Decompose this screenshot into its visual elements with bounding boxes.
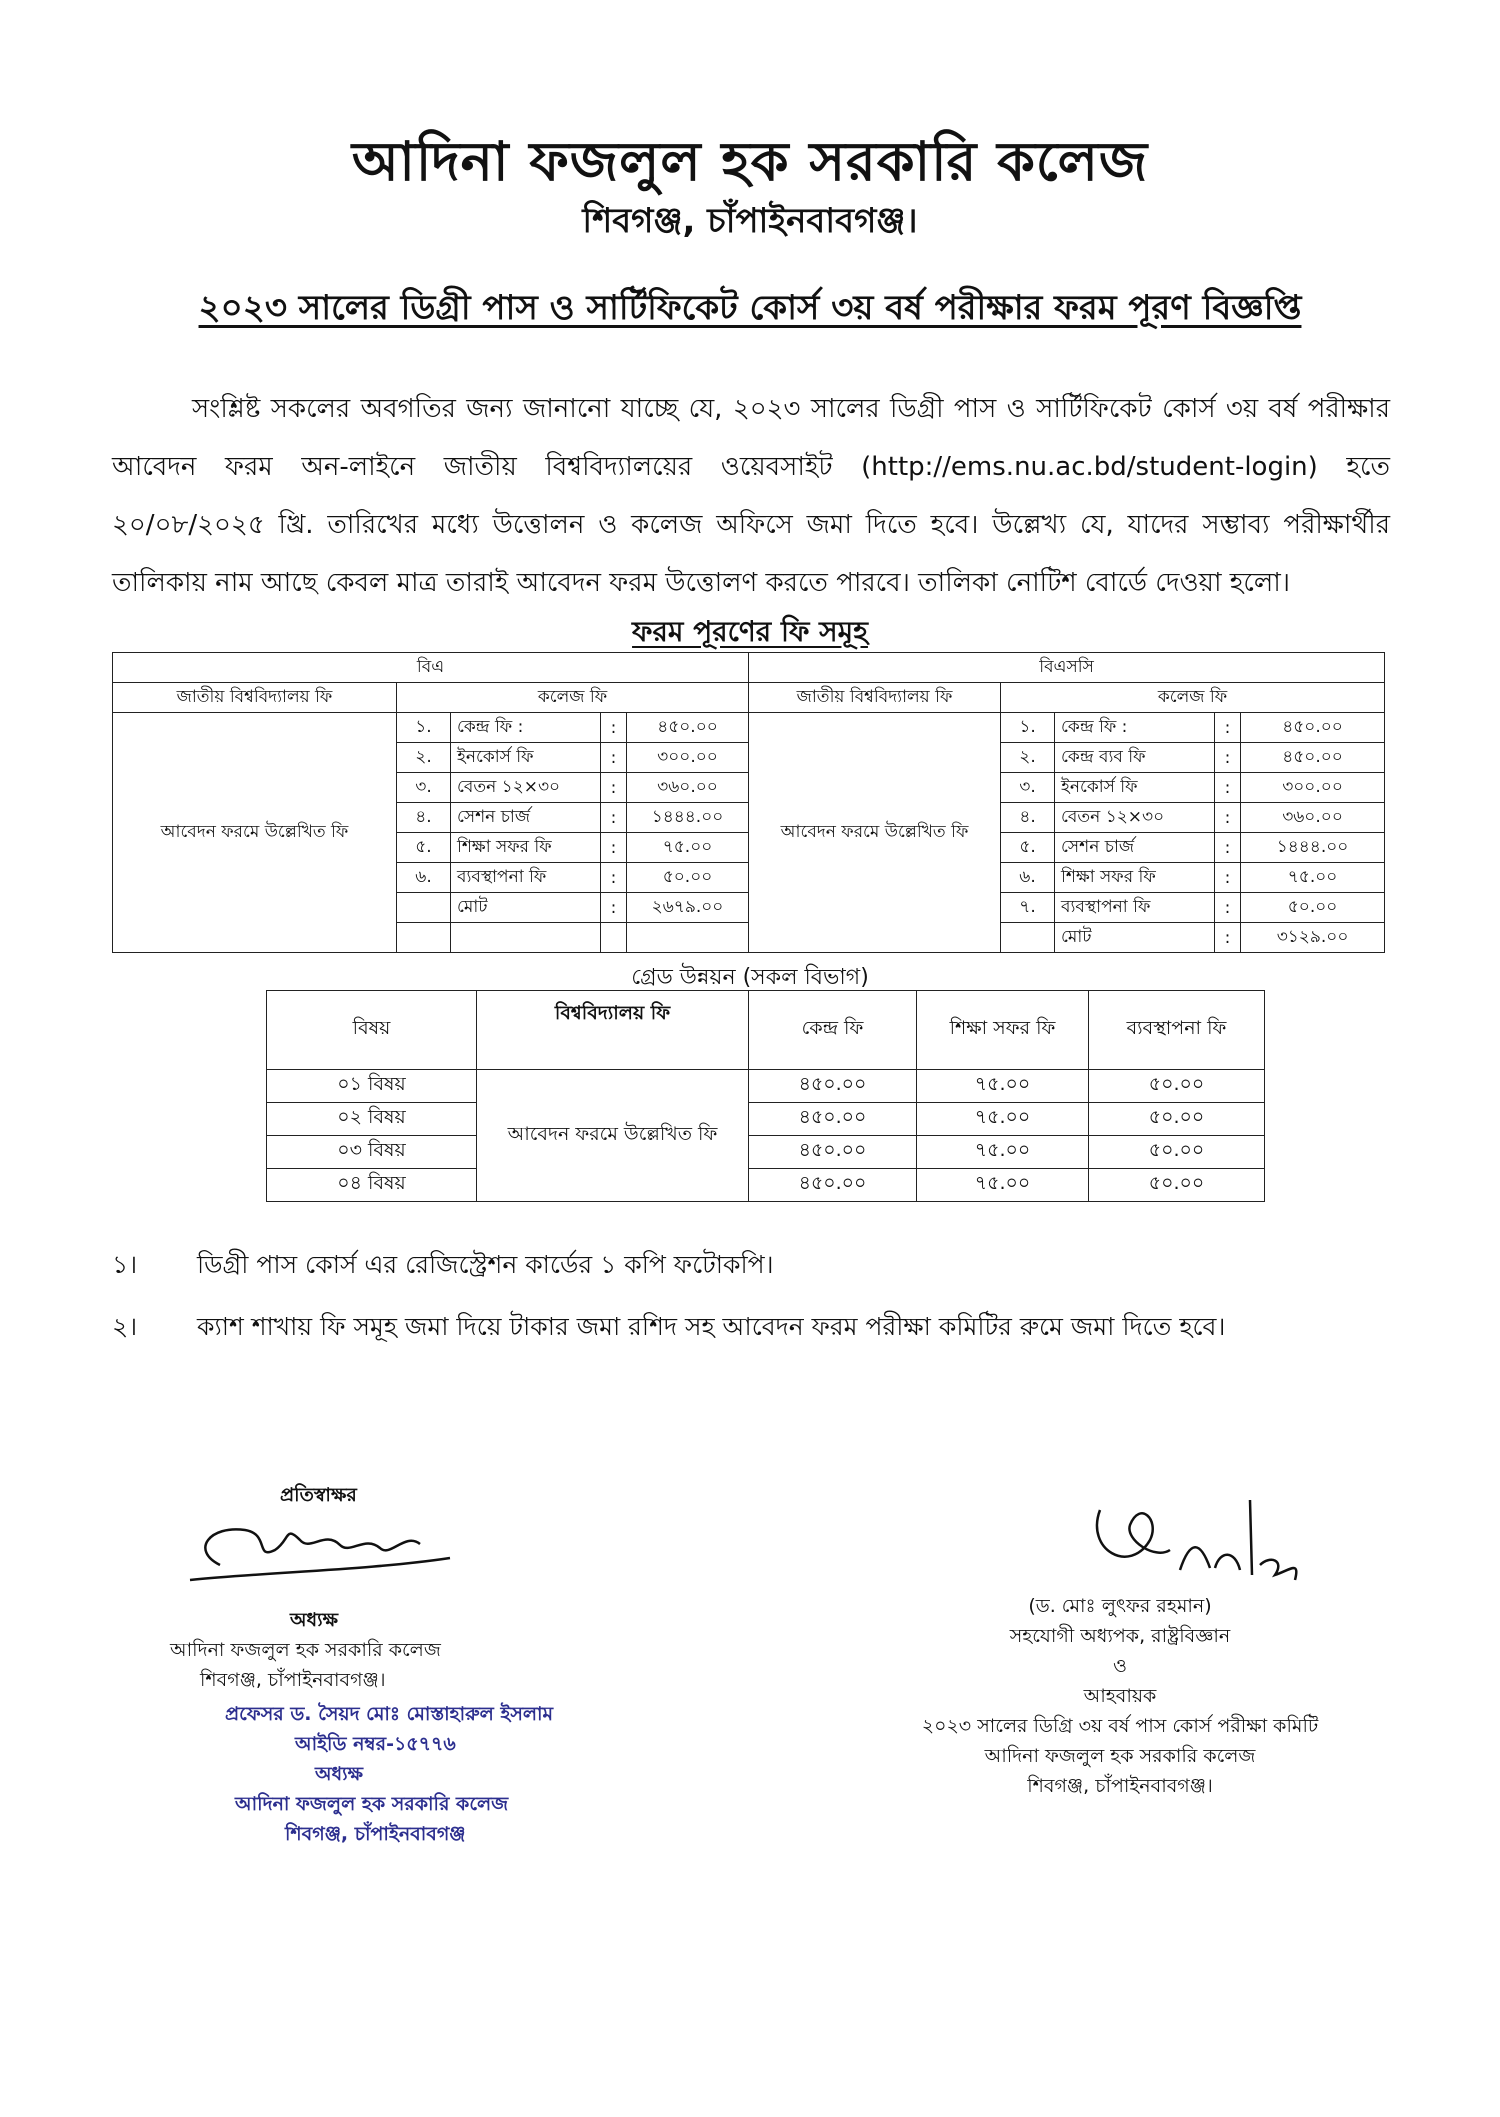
grade-mgmt-fee: ৫০.০০ bbox=[1089, 1169, 1265, 1202]
fee-table bbox=[112, 652, 1385, 953]
grade-subject: ০৪ বিষয় bbox=[267, 1169, 477, 1202]
bss-row-item: কেন্দ্র ফি : bbox=[1055, 713, 1215, 743]
bss-row-item: ইনকোর্স ফি bbox=[1055, 773, 1215, 803]
grade-center-fee: ৪৫০.০০ bbox=[749, 1103, 917, 1136]
ba-row-number: ৬. bbox=[397, 863, 451, 893]
fee-table-row bbox=[113, 713, 1385, 743]
grade-subject: ০১ বিষয় bbox=[267, 1070, 477, 1103]
bss-row-amount: ৭৫.০০ bbox=[1241, 863, 1385, 893]
bss-title: বিএসসি bbox=[749, 653, 1385, 683]
principal-signature bbox=[150, 1510, 470, 1600]
grade-tour-fee: ৭৫.০০ bbox=[917, 1169, 1089, 1202]
bss-row-colon: : bbox=[1215, 833, 1241, 863]
grade-header-tour-fee: শিক্ষা সফর ফি bbox=[917, 991, 1089, 1070]
ba-row-item: ইনকোর্স ফি bbox=[451, 743, 601, 773]
convener-signature bbox=[1060, 1480, 1320, 1600]
bss-row-number: ২. bbox=[1001, 743, 1055, 773]
notice-body bbox=[112, 380, 1390, 612]
bss-row-colon: : bbox=[1215, 743, 1241, 773]
ba-row-amount: ৩৬০.০০ bbox=[627, 773, 749, 803]
college-name: আদিনা ফজলুল হক সরকারি কলেজ bbox=[351, 130, 1149, 193]
ba-row-number: ২. bbox=[397, 743, 451, 773]
bss-total-colon: : bbox=[1215, 923, 1241, 953]
grade-tour-fee: ৭৫.০০ bbox=[917, 1103, 1089, 1136]
ba-title: বিএ bbox=[113, 653, 749, 683]
convener-and: ও bbox=[1113, 1655, 1127, 1677]
requirement-number: ১। bbox=[112, 1250, 138, 1279]
ba-blank-cell bbox=[601, 923, 627, 953]
grade-subject: ০২ বিষয় bbox=[267, 1103, 477, 1136]
convener-committee: ২০২৩ সালের ডিগ্রি ৩য় বর্ষ পাস কোর্স পরীক্ষা কমিটি bbox=[921, 1715, 1319, 1737]
ba-blank-cell bbox=[627, 923, 749, 953]
ba-row-item: কেন্দ্র ফি : bbox=[451, 713, 601, 743]
convener-role: আহবায়ক bbox=[1083, 1685, 1157, 1707]
grade-header-subject: বিষয় bbox=[267, 991, 477, 1070]
grade-center-fee: ৪৫০.০০ bbox=[749, 1070, 917, 1103]
bss-row-number: ৬. bbox=[1001, 863, 1055, 893]
ba-college-fee-header: কলেজ ফি bbox=[397, 683, 749, 713]
grade-table-row bbox=[267, 1070, 1265, 1103]
bss-row-amount: ৪৫০.০০ bbox=[1241, 713, 1385, 743]
college-address: শিবগঞ্জ, চাঁপাইনবাবগঞ্জ। bbox=[582, 201, 918, 241]
stamp-college: আদিনা ফজলুল হক সরকারি কলেজ bbox=[235, 1793, 509, 1815]
bss-row-colon: : bbox=[1215, 713, 1241, 743]
bss-row-amount: ১৪৪৪.০০ bbox=[1241, 833, 1385, 863]
fee-table-heading-text: ফরম পূরণের ফি সমূহ bbox=[632, 615, 868, 648]
grade-uni-fee-value: আবেদন ফরমে উল্লেখিত ফি bbox=[477, 1070, 749, 1202]
grade-table bbox=[266, 990, 1265, 1202]
bss-total-blank bbox=[1001, 923, 1055, 953]
grade-tour-fee: ৭৫.০০ bbox=[917, 1070, 1089, 1103]
bss-row-number: ৪. bbox=[1001, 803, 1055, 833]
notice-title-text: ২০২৩ সালের ডিগ্রী পাস ও সার্টিফিকেট কোর্স ৩য় বর্ষ পরীক্ষার ফরম পূরণ বিজ্ঞপ্তি bbox=[198, 288, 1302, 328]
ba-row-item: ব্যবস্থাপনা ফি bbox=[451, 863, 601, 893]
bss-row-item: বেতন ১২×৩০ bbox=[1055, 803, 1215, 833]
convener-college: আদিনা ফজলুল হক সরকারি কলেজ bbox=[984, 1745, 1256, 1767]
ba-row-colon: : bbox=[601, 833, 627, 863]
ba-blank-cell bbox=[397, 923, 451, 953]
ba-row-number: ১. bbox=[397, 713, 451, 743]
grade-header-mgmt-fee: ব্যবস্থাপনা ফি bbox=[1089, 991, 1265, 1070]
requirement-item bbox=[112, 1245, 1412, 1288]
bss-row-colon: : bbox=[1215, 773, 1241, 803]
ba-row-colon: : bbox=[601, 743, 627, 773]
bss-row-item: ব্যবস্থাপনা ফি bbox=[1055, 893, 1215, 923]
bss-nu-fee-header: জাতীয় বিশ্ববিদ্যালয় ফি bbox=[749, 683, 1001, 713]
ba-row-amount: ৩০০.০০ bbox=[627, 743, 749, 773]
bss-row-number: ৫. bbox=[1001, 833, 1055, 863]
convener-address: শিবগঞ্জ, চাঁপাইনবাবগঞ্জ। bbox=[1027, 1775, 1213, 1797]
ba-nu-fee-header: জাতীয় বিশ্ববিদ্যালয় ফি bbox=[113, 683, 397, 713]
ba-row-item: বেতন ১২×৩০ bbox=[451, 773, 601, 803]
bss-row-colon: : bbox=[1215, 803, 1241, 833]
convener-designation: সহযোগী অধ্যপক, রাষ্ট্রবিজ্ঞান bbox=[1009, 1625, 1231, 1647]
stamp-address: শিবগঞ্জ, চাঁপাইনবাবগঞ্জ bbox=[285, 1823, 466, 1845]
countersign-label: প্রতিস্বাক্ষর bbox=[280, 1484, 357, 1506]
bss-row-number: ১. bbox=[1001, 713, 1055, 743]
bss-row-item: সেশন চার্জ bbox=[1055, 833, 1215, 863]
ba-row-amount: ৭৫.০০ bbox=[627, 833, 749, 863]
grade-center-fee: ৪৫০.০০ bbox=[749, 1169, 917, 1202]
principal-college: আদিনা ফজলুল হক সরকারি কলেজ bbox=[170, 1639, 441, 1661]
requirement-text: ডিগ্রী পাস কোর্স এর রেজিস্ট্রেশন কার্ডের ১ কপি ফটোকপি। bbox=[197, 1250, 774, 1279]
grade-center-fee: ৪৫০.০০ bbox=[749, 1136, 917, 1169]
principal-address: শিবগঞ্জ, চাঁপাইনবাবগঞ্জ। bbox=[200, 1669, 386, 1691]
bss-row-item: শিক্ষা সফর ফি bbox=[1055, 863, 1215, 893]
ba-total-colon: : bbox=[601, 893, 627, 923]
ba-row-item: সেশন চার্জ bbox=[451, 803, 601, 833]
signature-right bbox=[860, 1480, 1380, 1801]
grade-mgmt-fee: ৫০.০০ bbox=[1089, 1136, 1265, 1169]
grade-table-row bbox=[267, 1103, 1265, 1136]
ba-row-colon: : bbox=[601, 713, 627, 743]
bss-row-amount: ৪৫০.০০ bbox=[1241, 743, 1385, 773]
notice-paragraph: সংশ্লিষ্ট সকলের অবগতির জন্য জানানো যাচ্ছে যে, ২০২৩ সালের ডিগ্রী পাস ও সার্টিফিকেট কোর্স ৩য় বর্ষ পরীক্ষার আবেদন ফরম অন-লাইনে জাতীয় বিশ্ববিদ্যালয়ের ওয়েবসাইট (http://ems.nu.ac.bd/student-login) হতে ২০/০৮/২০২৫ খ্রি. তারিখের মধ্যে উত্তোলন ও কলেজ অফিসে জমা দিতে হবে। উল্লেখ্য যে, যাদের সম্ভাব্য পরীক্ষার্থীর তালিকায় নাম আছে কেবল মাত্র তারাই আবেদন ফরম উত্তোলণ করতে পারবে। তালিকা নোটিশ বোর্ডে দেওয়া হলো। bbox=[112, 394, 1390, 598]
ba-row-colon: : bbox=[601, 773, 627, 803]
fee-table-heading bbox=[0, 610, 1500, 657]
stamp-name: প্রফেসর ড. সৈয়দ মোঃ মোস্তাহারুল ইসলাম bbox=[225, 1703, 554, 1725]
stamp-id: আইডি নম্বর-১৫৭৭৬ bbox=[295, 1733, 456, 1755]
bss-total-amount: ৩১২৯.০০ bbox=[1241, 923, 1385, 953]
grade-table-row bbox=[267, 1169, 1265, 1202]
ba-row-colon: : bbox=[601, 803, 627, 833]
bss-row-number: ৩. bbox=[1001, 773, 1055, 803]
grade-header-uni-fee: বিশ্ববিদ্যালয় ফি bbox=[477, 991, 749, 1070]
ba-row-amount: ৪৫০.০০ bbox=[627, 713, 749, 743]
ba-row-item: শিক্ষা সফর ফি bbox=[451, 833, 601, 863]
bss-total-label: মোট bbox=[1055, 923, 1215, 953]
stamp-title: অধ্যক্ষ bbox=[315, 1763, 364, 1785]
ba-row-number: ৪. bbox=[397, 803, 451, 833]
bss-nu-fee-value: আবেদন ফরমে উল্লেখিত ফি bbox=[749, 713, 1001, 953]
bss-row-amount: ৩৬০.০০ bbox=[1241, 803, 1385, 833]
signature-left bbox=[150, 1480, 650, 1849]
grade-table-row bbox=[267, 1136, 1265, 1169]
bss-row-colon: : bbox=[1215, 863, 1241, 893]
convener-name: (ড. মোঃ লুৎফর রহমান) bbox=[1028, 1595, 1212, 1617]
grade-header-center-fee: কেন্দ্র ফি bbox=[749, 991, 917, 1070]
grade-tour-fee: ৭৫.০০ bbox=[917, 1136, 1089, 1169]
grade-subject: ০৩ বিষয় bbox=[267, 1136, 477, 1169]
bss-row-colon: : bbox=[1215, 893, 1241, 923]
requirement-number: ২। bbox=[112, 1312, 138, 1341]
grade-table-heading: গ্রেড উন্নয়ন (সকল বিভাগ) bbox=[631, 965, 869, 990]
ba-total-label: মোট bbox=[451, 893, 601, 923]
principal-title: অধ্যক্ষ bbox=[290, 1609, 339, 1631]
notice-title bbox=[0, 282, 1500, 339]
ba-total-amount: ২৬৭৯.০০ bbox=[627, 893, 749, 923]
ba-row-number: ৩. bbox=[397, 773, 451, 803]
grade-mgmt-fee: ৫০.০০ bbox=[1089, 1070, 1265, 1103]
bss-row-amount: ৩০০.০০ bbox=[1241, 773, 1385, 803]
requirement-item bbox=[112, 1307, 1412, 1350]
ba-row-amount: ৫০.০০ bbox=[627, 863, 749, 893]
bss-row-number: ৭. bbox=[1001, 893, 1055, 923]
ba-blank-cell bbox=[451, 923, 601, 953]
ba-row-amount: ১৪৪৪.০০ bbox=[627, 803, 749, 833]
ba-nu-fee-value: আবেদন ফরমে উল্লেখিত ফি bbox=[113, 713, 397, 953]
grade-mgmt-fee: ৫০.০০ bbox=[1089, 1103, 1265, 1136]
ba-row-colon: : bbox=[601, 863, 627, 893]
bss-row-item: কেন্দ্র ব্যব ফি bbox=[1055, 743, 1215, 773]
bss-college-fee-header: কলেজ ফি bbox=[1001, 683, 1385, 713]
requirement-text: ক্যাশ শাখায় ফি সমূহ জমা দিয়ে টাকার জমা রশিদ সহ আবেদন ফরম পরীক্ষা কমিটির রুমে জমা দিতে হবে। bbox=[197, 1312, 1226, 1341]
ba-row-number: ৫. bbox=[397, 833, 451, 863]
ba-total-blank bbox=[397, 893, 451, 923]
bss-row-amount: ৫০.০০ bbox=[1241, 893, 1385, 923]
